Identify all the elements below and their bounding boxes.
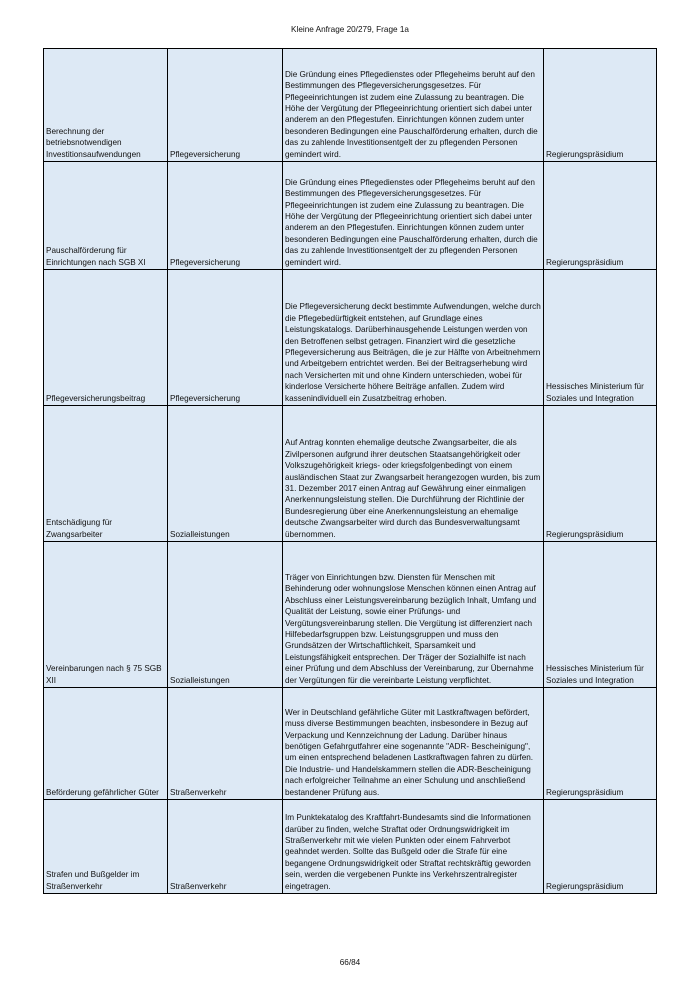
table-row bbox=[44, 162, 657, 270]
term-cell: Pflegeversicherungsbeitrag bbox=[44, 270, 168, 406]
category-cell: Pflegeversicherung bbox=[168, 270, 283, 406]
category-cell: Straßenverkehr bbox=[168, 688, 283, 800]
category-cell: Sozialleistungen bbox=[168, 542, 283, 688]
term-cell: Strafen und Bußgelder im Straßenverkehr bbox=[44, 800, 168, 894]
table-row bbox=[44, 406, 657, 542]
authority-cell: Regierungspräsidium bbox=[544, 406, 657, 542]
category-cell: Pflegeversicherung bbox=[168, 49, 283, 162]
description-cell: Die Gründung eines Pflegedienstes oder Pflegeheims beruht auf den Bestimmungen des Pflegeversicherungsgesetzes. Für Pflegeeinrichtungen ist zudem eine Zulassung zu beantragen. Die Höhe der Vergütung der Pflegeeinrichtung orientiert sich dabei unter anderem an den Pflegestufen. Einrichtungen können zudem unter besonderen Bedingungen eine Pauschalförderung erhalten, durch die das zu zahlende Investitionsentgelt der zu pflegenden Personen gemindert wird. bbox=[283, 162, 544, 270]
description-cell: Auf Antrag konnten ehemalige deutsche Zwangsarbeiter, die als Zivilpersonen aufgrund ihrer deutschen Staatsangehörigkeit oder Volkszugehörigkeit kriegs- oder kriegsfolgenbedingt von einem ausländischen Staat zur Zwangsarbeit herangezogen wurden, bis zum 31. Dezember 2017 einen Antrag auf Gewährung einer einmaligen Anerkennungsleistung stellen. Die Durchführung der Richtlinie der Bundesregierung über eine Anerkennungsleistung an ehemalige deutsche Zwangsarbeiter wird durch das Bundesverwaltungsamt übernommen. bbox=[283, 406, 544, 542]
page-header: Kleine Anfrage 20/279, Frage 1a bbox=[291, 25, 409, 34]
term-cell: Pauschalförderung für Einrichtungen nach SGB XI bbox=[44, 162, 168, 270]
category-cell: Pflegeversicherung bbox=[168, 162, 283, 270]
description-cell: Die Gründung eines Pflegedienstes oder Pflegeheims beruht auf den Bestimmungen des Pflegeversicherungsgesetzes. Für Pflegeeinrichtungen ist zudem eine Zulassung zu beantragen. Die Höhe der Vergütung der Pflegeeinrichtung orientiert sich dabei unter anderem an den Pflegestufen. Einrichtungen können zudem unter besonderen Bedingungen eine Pauschalförderung erhalten, durch die das zu zahlende Investitionsentgelt der zu pflegenden Personen gemindert wird. bbox=[283, 49, 544, 162]
description-cell: Träger von Einrichtungen bzw. Diensten für Menschen mit Behinderung oder wohnungslose Menschen können einen Antrag auf Abschluss einer Leistungsvereinbarung bezüglich Inhalt, Umfang und Qualität der Leistung, sowie einer Prüfungs- und Vergütungsvereinbarung stellen. Die Vergütung ist differenziert nach Hilfebedarfsgruppen bzw. Leistungsgruppen und muss den Grundsätzen der Wirtschaftlichkeit, Sparsamkeit und Leistungsfähigkeit entsprechen. Der Träger der Sozialhilfe ist nach einer Prüfung und dem Abschluss der Vereinbarung, zur Übernahme der Vergütungen für die vereinbarte Leistung verpflichtet. bbox=[283, 542, 544, 688]
service-table bbox=[43, 48, 657, 894]
authority-cell: Regierungspräsidium bbox=[544, 800, 657, 894]
authority-cell: Regierungspräsidium bbox=[544, 49, 657, 162]
table-row bbox=[44, 688, 657, 800]
category-cell: Straßenverkehr bbox=[168, 800, 283, 894]
category-cell: Sozialleistungen bbox=[168, 406, 283, 542]
description-cell: Wer in Deutschland gefährliche Güter mit Lastkraftwagen befördert, muss diverse Bestimmungen beachten, insbesondere in Bezug auf Verpackung und Kennzeichnung der Ladung. Darüber hinaus benötigen Gefahrgutfahrer eine sogenannte "ADR- Bescheinigung", um einen entsprechend beladenen Lastkraftwagen fahren zu dürfen. Die Industrie- und Handelskammern stellen die ADR-Bescheinigung nach erfolgreicher Teilnahme an einer Schulung und anschließend bestandener Prüfung aus. bbox=[283, 688, 544, 800]
page-number: 66/84 bbox=[339, 958, 361, 967]
table-row bbox=[44, 542, 657, 688]
authority-cell: Regierungspräsidium bbox=[544, 688, 657, 800]
term-cell: Entschädigung für Zwangsarbeiter bbox=[44, 406, 168, 542]
authority-cell: Hessisches Ministerium für Soziales und Integration bbox=[544, 542, 657, 688]
term-cell: Beförderung gefährlicher Güter bbox=[44, 688, 168, 800]
term-cell: Vereinbarungen nach § 75 SGB XII bbox=[44, 542, 168, 688]
description-cell: Die Pflegeversicherung deckt bestimmte Aufwendungen, welche durch die Pflegebedürftigkeit entstehen, auf Grundlage eines Leistungskatalogs. Darüberhinausgehende Leistungen werden von den Betroffenen selbst getragen. Finanziert wird die gesetzliche Pflegeversicherung aus Beiträgen, die je zur Hälfte von Arbeitnehmern und Arbeitgebern entrichtet werden. Bei der Beitragserhebung wird nach Versicherten mit und ohne Kindern unterschieden, wobei für kinderlose Versicherte höhere Beiträge anfallen. Zudem wird kassenindividuell ein Zusatzbeitrag erhoben. bbox=[283, 270, 544, 406]
table-row bbox=[44, 270, 657, 406]
authority-cell: Regierungspräsidium bbox=[544, 162, 657, 270]
term-cell: Berechnung der betriebsnotwendigen Investitionsaufwendungen bbox=[44, 49, 168, 162]
table-row bbox=[44, 49, 657, 162]
description-cell: Im Punktekatalog des Kraftfahrt-Bundesamts sind die Informationen darüber zu finden, welche Straftat oder Ordnungswidrigkeit im Straßenverkehr mit wie vielen Punkten oder einem Fahrverbot geahndet werden. Sollte das Bußgeld oder die Strafe für eine begangene Ordnungswidrigkeit oder Straftat rechtskräftig geworden sein, werden die vergebenen Punkte ins Verkehrszentralregister eingetragen. bbox=[283, 800, 544, 894]
table-row bbox=[44, 800, 657, 894]
authority-cell: Hessisches Ministerium für Soziales und Integration bbox=[544, 270, 657, 406]
